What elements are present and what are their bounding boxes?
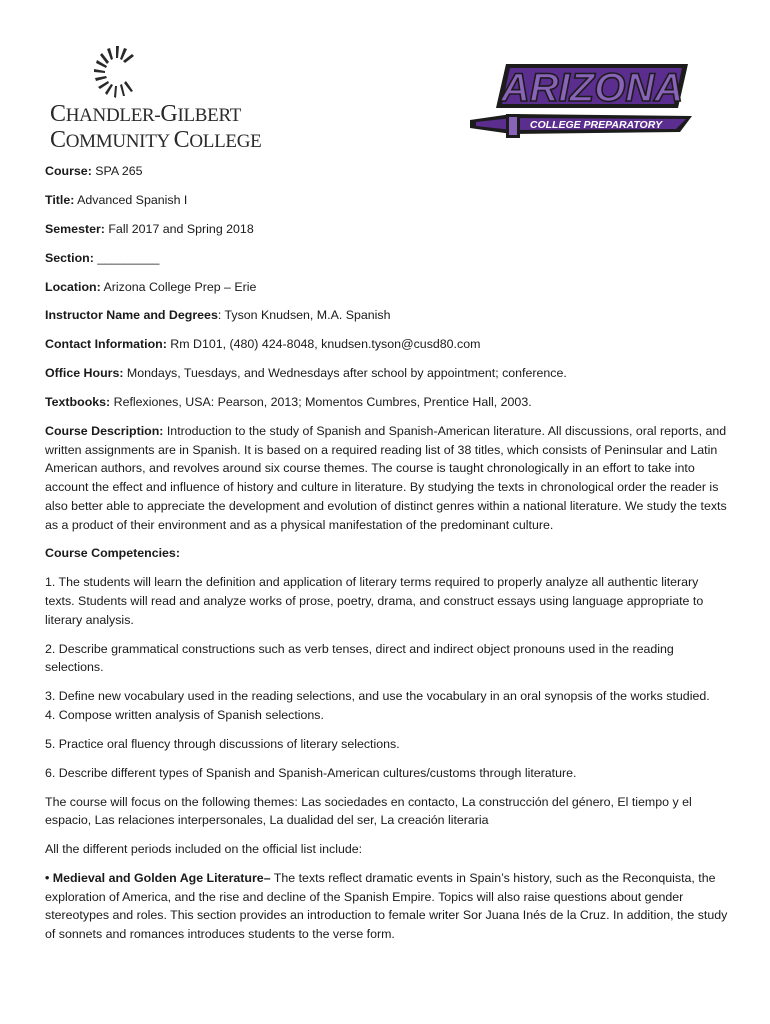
cgcc-name-line-1: CHANDLER-GILBERT: [50, 101, 242, 127]
location-field: Location: Arizona College Prep – Erie: [45, 279, 257, 294]
competency-item-4: 4. Compose written analysis of Spanish selections.: [45, 707, 324, 722]
course-themes: The course will focus on the following themes: Las sociedades en contacto, La construcción del género, El tiempo y el espacio, Las relaciones interpersonales, La dualidad del ser, La creación literaria: [45, 794, 692, 828]
semester-field: Semester: Fall 2017 and Spring 2018: [45, 221, 254, 236]
course-field: Course: SPA 265: [45, 164, 143, 178]
office-hours-field: Office Hours: Mondays, Tuesdays, and Wednesdays after school by appointment; conference.: [45, 366, 567, 381]
sunburst-logo-icon: [94, 44, 138, 100]
page-header: [0, 0, 770, 160]
course-description: Course Description: Introduction to the study of Spanish and Spanish-American literature. All discussions, oral reports, and written assignments are in Spanish. It is based on a required reading list of 38 titles, which consists of Peninsular and Latin American authors, and revolves around six course themes. The course is taught chronologically in an effort to take into account the effect and influence of history and culture in literature. By studying the texts in chronological order the reader is also better able to appreciate the development and evolution of distinct genres within a national literature. We study the texts as a product of their environment and as a physical manifestation of the predominant culture.: [45, 424, 727, 532]
competency-item-5: 5. Practice oral fluency through discussions of literary selections.: [45, 736, 400, 751]
medieval-period: • Medieval and Golden Age Literature– The texts reflect dramatic events in Spain’s history, such as the Reconquista, the exploration of America, and the rise and decline of the Spanish Empire. Topics will also raise questions about gender stereotypes and roles. This section provides an introduction to female writer Sor Juana Inés de la Cruz. In addition, the study of sonnets and romances introduces students to the verse form.: [45, 871, 728, 942]
syllabus-body: [45, 162, 730, 954]
cgcc-name-line-2: COMMUNITY COLLEGE: [50, 127, 262, 153]
contact-field: Contact Information: Rm D101, (480) 424-8048, knudsen.tyson@cusd80.com: [45, 337, 481, 352]
instructor-field: Instructor Name and Degrees: Tyson Knudsen, M.A. Spanish: [45, 308, 391, 323]
competencies-heading: Course Competencies:: [45, 546, 180, 561]
acp-subtitle: COLLEGE PREPARATORY: [529, 119, 663, 131]
textbooks-field: Textbooks: Reflexiones, USA: Pearson, 2013; Momentos Cumbres, Prentice Hall, 2003.: [45, 395, 532, 410]
title-field: Title: Advanced Spanish I: [45, 192, 188, 207]
competency-item-1: 1. The students will learn the definition and application of literary terms required to properly analyze all authentic literary texts. Students will read and analyze works of prose, poetry, drama, and construct essays using language appropriate to literary analysis.: [45, 575, 704, 627]
acp-title: ARIZONA: [500, 66, 684, 110]
arizona-college-prep-logo: [466, 58, 698, 154]
competency-item-6: 6. Describe different types of Spanish and Spanish-American cultures/customs through literature.: [45, 765, 577, 780]
competency-item-2: 2. Describe grammatical constructions such as verb tenses, direct and indirect object pronouns used in the reading selections.: [45, 641, 674, 675]
competency-item-3: 3. Define new vocabulary used in the reading selections, and use the vocabulary in an oral synopsis of the works studied.: [45, 689, 710, 704]
chandler-gilbert-logo: [44, 44, 262, 153]
periods-intro: All the different periods included on the official list include:: [45, 842, 363, 857]
section-field: Section: _________: [45, 250, 160, 265]
